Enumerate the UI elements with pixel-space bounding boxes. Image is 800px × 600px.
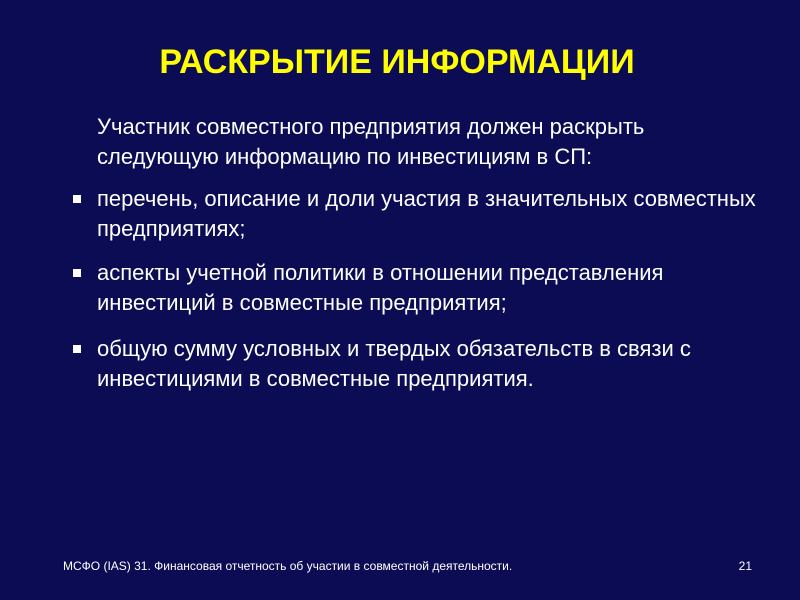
intro-paragraph: Участник совместного предприятия должен раскрыть следующую информацию по инвестициям в СП: bbox=[97, 114, 645, 169]
slide-footer: МСФО (IAS) 31. Финансовая отчетность об участии в совместной деятельности. bbox=[63, 559, 513, 573]
square-bullet-icon bbox=[73, 195, 81, 203]
bullet-text: общую сумму условных и твердых обязательств в связи с инвестициями в совместные предприятия. bbox=[97, 336, 691, 391]
square-bullet-icon bbox=[73, 345, 81, 353]
bullet-text: аспекты учетной политики в отношении представления инвестиций в совместные предприятия; bbox=[97, 260, 664, 315]
bullet-text: перечень, описание и доли участия в значительных совместных предприятиях; bbox=[97, 186, 756, 241]
bullet-item bbox=[97, 334, 757, 394]
bullet-item bbox=[97, 184, 757, 244]
page-number: 21 bbox=[738, 559, 752, 573]
slide-title: РАСКРЫТИЕ ИНФОРМАЦИИ bbox=[159, 43, 635, 81]
square-bullet-icon bbox=[73, 269, 81, 277]
bullet-item bbox=[97, 258, 757, 318]
